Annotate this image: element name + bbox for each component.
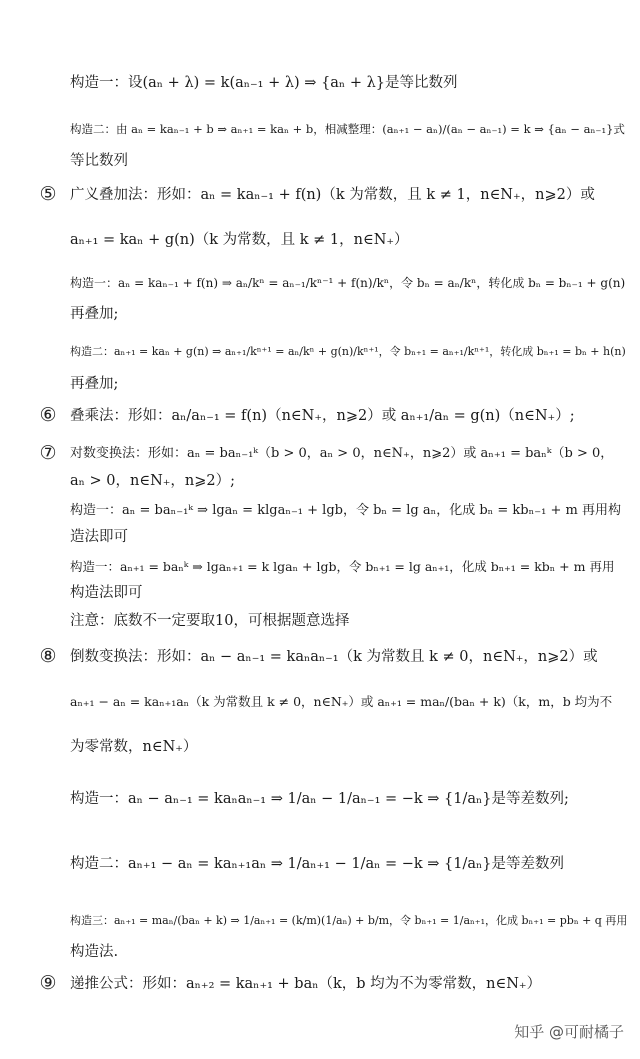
method-8-title: 倒数变换法：形如：aₙ − aₙ₋₁ = kaₙaₙ₋₁（k 为常数且 k ≠ 0，n∈N₊，n⩾2）或 [70, 649, 598, 665]
method-8-construction-3: 构造三：aₙ₊₁ = maₙ/(baₙ + k) ⇒ 1/aₙ₊₁ = (k/m)(1/aₙ) + b/m，令 bₙ₊₁ = 1/aₙ₊₁，化成 bₙ₊₁ = pbₙ + q 再用 [70, 914, 628, 927]
method-8-form-2-cont: 为零常数，n∈N₊） [70, 739, 198, 755]
method-5-construction-2-cont: 再叠加; [70, 376, 119, 392]
method-6-title: 叠乘法：形如：aₙ/aₙ₋₁ = f(n)（n∈N₊，n⩾2）或 aₙ₊₁/aₙ = g(n)（n∈N₊）; [70, 408, 575, 424]
item-number-7: ⑦ [39, 442, 57, 464]
method-4-construction-1: 构造一：设(aₙ + λ) = k(aₙ₋₁ + λ) ⇒ {aₙ + λ}是等比数列 [70, 75, 458, 91]
method-7-construction-1-cont: 造法即可 [70, 529, 128, 545]
item-number-9: ⑨ [39, 972, 57, 994]
method-7-title: 对数变换法：形如：aₙ = baₙ₋₁ᵏ（b > 0，aₙ > 0，n∈N₊，n⩾2）或 aₙ₊₁ = baₙᵏ（b > 0， [70, 446, 614, 461]
method-7-note: 注意：底数不一定要取10，可根据题意选择 [70, 613, 350, 629]
method-7-construction-2: 构造一：aₙ₊₁ = baₙᵏ ⇒ lgaₙ₊₁ = k lgaₙ + lgb，令 bₙ₊₁ = lg aₙ₊₁，化成 bₙ₊₁ = kbₙ + m 再用 [70, 559, 615, 574]
item-number-8: ⑧ [39, 645, 57, 667]
method-5-construction-2: 构造二：aₙ₊₁ = kaₙ + g(n) ⇒ aₙ₊₁/kⁿ⁺¹ = aₙ/kⁿ + g(n)/kⁿ⁺¹，令 bₙ₊₁ = aₙ₊₁/kⁿ⁺¹，转化成 bₙ₊₁ = bₙ + h(n) [70, 345, 626, 358]
method-5-title: 广义叠加法：形如：aₙ = kaₙ₋₁ + f(n)（k 为常数，且 k ≠ 1，n∈N₊，n⩾2）或 [70, 187, 595, 203]
method-4-construction-2-cont: 等比数列 [70, 153, 128, 169]
method-7-construction-2-cont: 构造法即可 [70, 585, 143, 601]
watermark: 知乎 @可耐橘子 [514, 1023, 624, 1041]
method-8-construction-1: 构造一：aₙ − aₙ₋₁ = kaₙaₙ₋₁ ⇒ 1/aₙ − 1/aₙ₋₁ = −k ⇒ {1/aₙ}是等差数列; [70, 791, 569, 807]
method-8-construction-2: 构造二：aₙ₊₁ − aₙ = kaₙ₊₁aₙ ⇒ 1/aₙ₊₁ − 1/aₙ = −k ⇒ {1/aₙ}是等差数列 [70, 856, 565, 872]
method-9-title: 递推公式：形如：aₙ₊₂ = kaₙ₊₁ + baₙ（k，b 均为不为零常数，n∈N₊） [70, 976, 542, 992]
method-4-construction-2: 构造二：由 aₙ = kaₙ₋₁ + b ⇒ aₙ₊₁ = kaₙ + b，相减整理：(aₙ₊₁ − aₙ)/(aₙ − aₙ₋₁) = k ⇒ {aₙ − aₙ₋₁}式 [70, 122, 625, 136]
method-7-title-cont: aₙ > 0，n∈N₊，n⩾2）; [70, 473, 236, 489]
method-8-construction-3-cont: 构造法. [70, 944, 119, 960]
item-number-6: ⑥ [39, 404, 57, 426]
method-5-construction-1: 构造一：aₙ = kaₙ₋₁ + f(n) ⇒ aₙ/kⁿ = aₙ₋₁/kⁿ⁻¹ + f(n)/kⁿ，令 bₙ = aₙ/kⁿ，转化成 bₙ = bₙ₋₁ + g(n) [70, 276, 626, 290]
method-5-construction-1-cont: 再叠加; [70, 306, 119, 322]
item-number-5: ⑤ [39, 183, 57, 205]
method-7-construction-1: 构造一：aₙ = baₙ₋₁ᵏ ⇒ lgaₙ = klgaₙ₋₁ + lgb，令 bₙ = lg aₙ，化成 bₙ = kbₙ₋₁ + m 再用构 [70, 503, 621, 518]
method-8-form-2: aₙ₊₁ − aₙ = kaₙ₊₁aₙ（k 为常数且 k ≠ 0，n∈N₊）或 aₙ₊₁ = maₙ/(baₙ + k)（k，m，b 均为不 [70, 694, 613, 709]
method-5-form-2: aₙ₊₁ = kaₙ + g(n)（k 为常数，且 k ≠ 1，n∈N₊） [70, 232, 409, 248]
